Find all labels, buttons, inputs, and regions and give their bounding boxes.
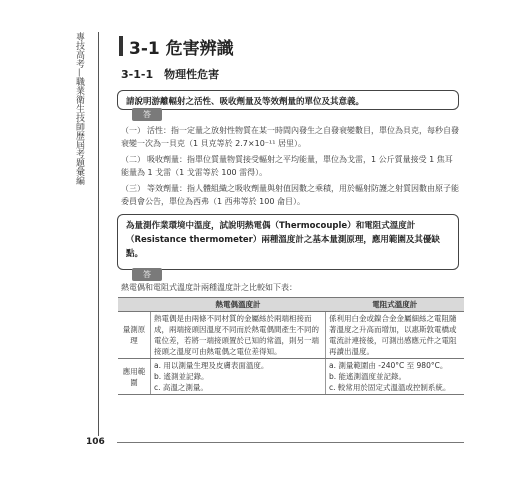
table-header-thermocouple: 熱電偶溫度計 xyxy=(151,298,326,312)
table-intro: 熱電偶和電阻式溫度計兩種溫度計之比較如下表： xyxy=(121,283,297,292)
row-head-principle: 量測原理 xyxy=(118,312,151,359)
comparison-table xyxy=(118,297,464,395)
cell-application-thermocouple: a. 用以測量生理及皮膚表面溫度。 b. 遙測並記錄。 c. 高溫之測量。 xyxy=(151,359,326,395)
table-row xyxy=(118,359,464,395)
row-head-application: 應用範圍 xyxy=(118,359,151,395)
subsection-title: 3-1-1 物理性危害 xyxy=(121,68,220,81)
table-row xyxy=(118,312,464,359)
title-bar-accent xyxy=(119,36,123,56)
answer-1-item-1-text: 活性：指一定量之放射性物質在某一時間內發生之自發衰變數目，單位為貝克，每秒自發衰變一次為一貝克（1 貝克等於 2.7×10⁻¹¹ 居里）。 xyxy=(121,126,459,148)
cell-principle-thermocouple: 熱電偶是由兩條不同材質的金屬絲於兩端相接而成，兩端接頭因溫度不同而於熱電偶間產生不同的電位差，若將一端接頭置於已知的常溫，則另一端接頭之溫度可由熱電偶之電位差得知。 xyxy=(151,312,326,359)
question-box-2 xyxy=(117,214,459,270)
answer-1-item-3 xyxy=(121,182,459,208)
answer-1-item-2-text: 吸收劑量：指單位質量物質接受輻射之平均能量，單位為戈雷，1 公斤質量接受 1 焦耳能量為 1 戈雷（1 戈雷等於 100 雷得）。 xyxy=(121,155,453,177)
table-header-empty xyxy=(118,298,151,312)
question-1-text: 請說明游離輻射之活性、吸收劑量及等效劑量的單位及其意義。 xyxy=(126,97,365,107)
page-number: 106 xyxy=(86,437,105,447)
table-header-row xyxy=(118,298,464,312)
margin-rule xyxy=(98,32,99,436)
section-title: 3-1 危害辨識 xyxy=(129,39,234,59)
answer-label-2: 答 xyxy=(132,268,162,281)
answer-label-1: 答 xyxy=(132,108,162,121)
answer-1-item-1-num: （一） xyxy=(121,126,145,135)
cell-principle-resistance: 係利用白金或鎳合金金屬細絲之電阻隨著溫度之升高而增加，以惠斯敦電橋或電流計連接後，可測出感應元件之電阻再讀出溫度。 xyxy=(326,312,464,359)
table-header-resistance: 電阻式溫度計 xyxy=(326,298,464,312)
answer-1-item-3-num: （三） xyxy=(121,184,145,193)
footer-rule xyxy=(117,442,464,443)
running-header-vertical: 專技高考—職業衛生技師歷屆考題彙編 xyxy=(74,32,84,185)
question-box-1 xyxy=(117,90,459,110)
answer-1-item-2-num: （二） xyxy=(121,155,145,164)
cell-application-resistance: a. 測量範圍由 -240°C 至 980°C。 b. 能遙測溫度並記錄。 c. 較常用於固定式溫溫或控制系統。 xyxy=(326,359,464,395)
answer-1-item-3-text: 等效劑量：指人體組織之吸收劑量與射值因數之乘積，用於輻射防護之射質因數由原子能委員會公告，單位為西弗（1 西弗等於 100 侖目）。 xyxy=(121,184,459,206)
answer-1-item-1 xyxy=(121,124,459,150)
answer-1-item-2 xyxy=(121,153,459,179)
question-2-text: 為量測作業環境中溫度，試說明熱電偶（Thermocouple）和電阻式溫度計（Resistance thermometer）兩種溫度計之基本量測原理，應用範圍及其優缺點。 xyxy=(126,221,440,259)
